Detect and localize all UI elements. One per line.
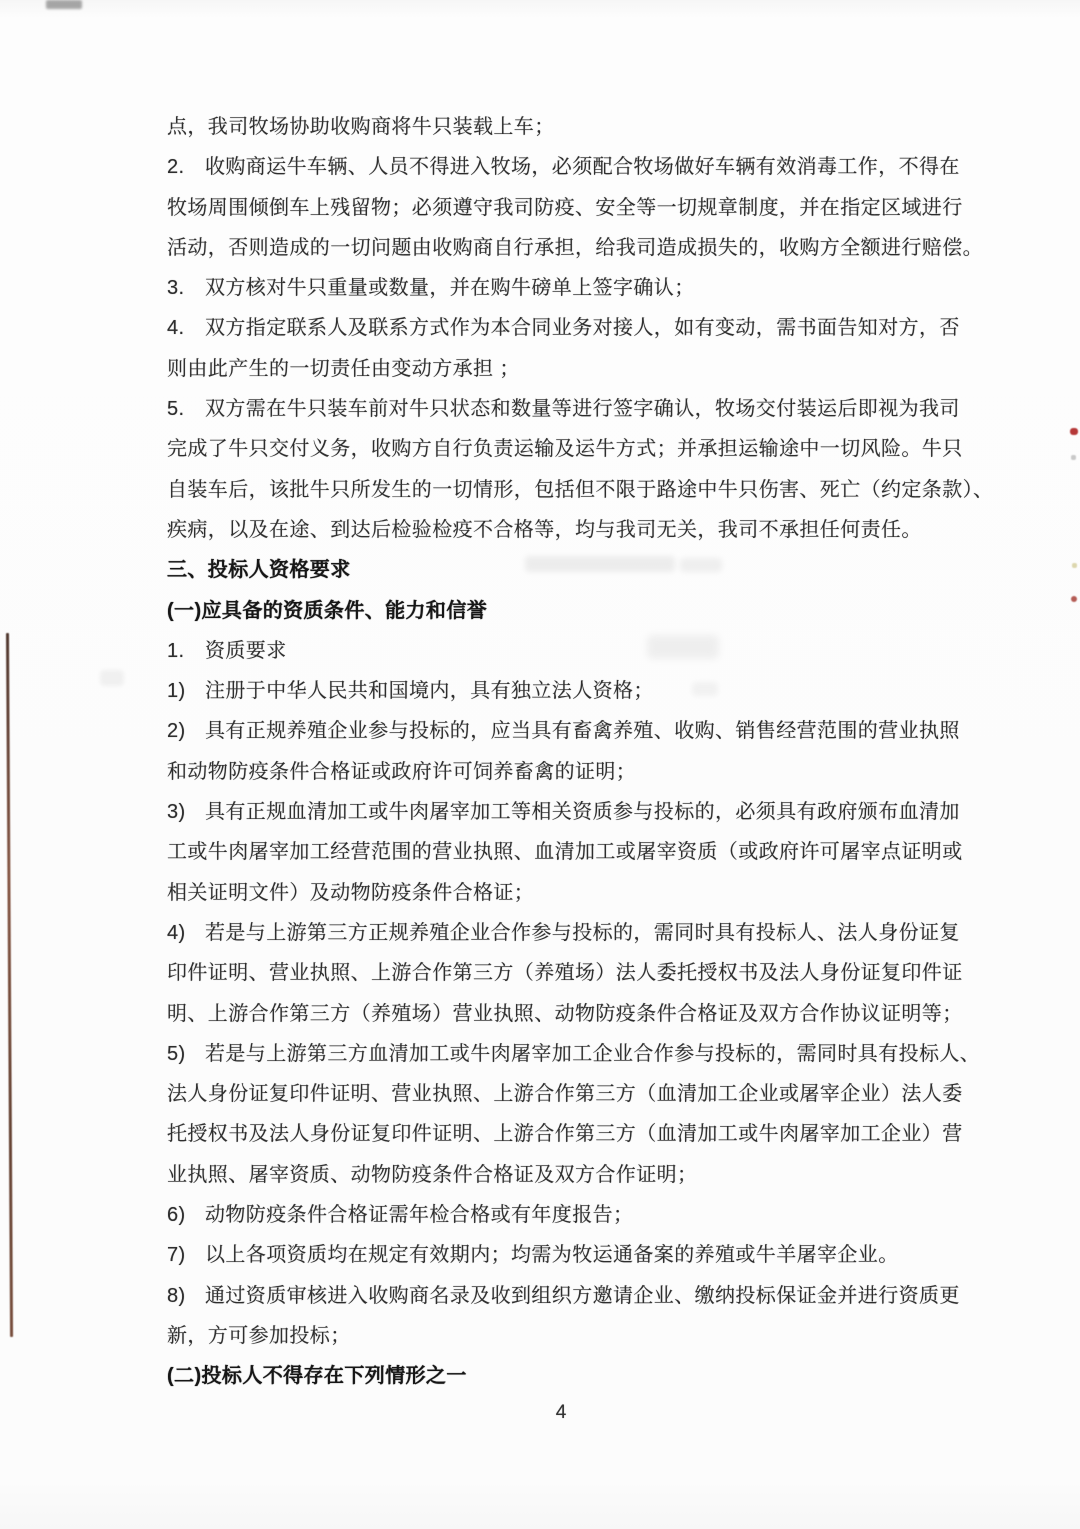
text-line <box>167 631 967 671</box>
text-line <box>167 147 967 187</box>
text-line <box>167 188 967 228</box>
text-line <box>167 268 967 308</box>
text-line <box>167 228 983 268</box>
line-text: 具有正规血清加工或牛肉屠宰加工等相关资质参与投标的，必须具有政府颁布血清加 <box>205 801 960 824</box>
red-speck-2 <box>1071 596 1077 602</box>
line-text: 若是与上游第三方正规养殖企业合作参与投标的，需同时具有投标人、法人身份证复 <box>205 921 960 944</box>
document-lines <box>167 107 994 1397</box>
line-text: 注册于中华人民共和国境内，具有独立法人资格； <box>205 680 654 703</box>
text-line <box>167 792 967 832</box>
line-text: (一)应具备的资质条件、能力和信誉 <box>167 599 488 622</box>
line-text: 双方核对牛只重量或数量，并在购牛磅单上签字确认； <box>205 277 695 300</box>
list-number: 3. <box>167 277 185 300</box>
list-number: 1) <box>167 680 186 703</box>
page-edge-line <box>6 633 13 1337</box>
text-line <box>167 873 967 913</box>
line-text: 双方指定联系人及联系方式作为本合同业务对接人，如有变动，需书面告知对方，否 <box>205 317 960 340</box>
text-line <box>167 711 967 751</box>
line-text: 若是与上游第三方血清加工或牛肉屠宰加工企业合作参与投标的，需同时具有投标人、 <box>205 1042 981 1065</box>
line-text: 疾病，以及在途、到达后检验检疫不合格等，均与我司无关，我司不承担任何责任。 <box>167 518 922 541</box>
text-line <box>167 1074 967 1114</box>
text-line <box>167 1195 967 1235</box>
line-text: 印件证明、营业执照、上游合作第三方（养殖场）法人委托授权书及法人身份证复印件证 <box>167 962 963 985</box>
gray-speck <box>1071 455 1076 460</box>
list-number: 3) <box>167 801 186 824</box>
text-line <box>167 107 967 147</box>
line-text: 托授权书及法人身份证复印件证明、上游合作第三方（血清加工或牛肉屠宰加工企业）营 <box>167 1123 963 1146</box>
line-text: 以上各项资质均在规定有效期内；均需为牧运通备案的养殖或牛羊屠宰企业。 <box>205 1244 899 1267</box>
line-text: 点，我司牧场协助收购商将牛只装载上车； <box>167 116 555 138</box>
text-line <box>167 389 967 429</box>
line-text: 牧场周围倾倒车上残留物；必须遵守我司防疫、安全等一切规章制度，并在指定区域进行 <box>167 196 963 219</box>
text-line <box>167 349 967 389</box>
text-line <box>167 1114 967 1154</box>
list-number: 2. <box>167 156 185 179</box>
line-text: 具有正规养殖企业参与投标的，应当具有畜禽养殖、收购、销售经营范围的营业执照 <box>205 720 960 743</box>
list-number: 5) <box>167 1042 186 1065</box>
text-line <box>167 1155 967 1195</box>
text-line <box>167 994 967 1034</box>
text-line <box>167 510 967 550</box>
heading-line <box>167 1356 967 1396</box>
list-number: 6) <box>167 1204 186 1227</box>
list-number: 2) <box>167 720 186 743</box>
list-number: 5. <box>167 398 185 421</box>
line-text: 工或牛肉屠宰加工经营范围的营业执照、血清加工或屠宰资质（或政府许可屠宰点证明或 <box>167 841 963 864</box>
line-text: 双方需在牛只装车前对牛只状态和数量等进行签字确认，牧场交付装运后即视为我司 <box>205 398 960 421</box>
line-text: 资质要求 <box>205 639 287 662</box>
list-number: 8) <box>167 1284 186 1307</box>
line-text: 和动物防疫条件合格证或政府许可饲养畜禽的证明； <box>167 760 637 783</box>
page-number: 4 <box>555 1402 567 1423</box>
line-text: 活动，否则造成的一切问题由收购商自行承担，给我司造成损失的，收购方全额进行赔偿。 <box>167 236 983 259</box>
list-number: 7) <box>167 1244 186 1267</box>
line-text: 通过资质审核进入收购商名录及收到组织方邀请企业、缴纳投标保证金并进行资质更 <box>205 1284 960 1307</box>
list-number: 4) <box>167 921 186 944</box>
line-text: 相关证明文件）及动物防疫条件合格证； <box>167 881 535 904</box>
line-text: 新，方可参加投标； <box>167 1324 351 1347</box>
yellow-speck <box>1072 563 1077 568</box>
line-text: 法人身份证复印件证明、营业执照、上游合作第三方（血清加工企业或屠宰企业）法人委 <box>167 1083 963 1106</box>
line-text: 收购商运牛车辆、人员不得进入牧场，必须配合牧场做好车辆有效消毒工作，不得在 <box>205 156 960 179</box>
text-line <box>167 470 994 510</box>
line-text: (二)投标人不得存在下列情形之一 <box>167 1365 467 1388</box>
text-line <box>167 913 967 953</box>
line-text: 自装车后，该批牛只所发生的一切情形，包括但不限于路途中牛只伤害、死亡（约定条款）、 <box>167 478 994 501</box>
list-number: 4. <box>167 317 185 340</box>
line-text: 明、上游合作第三方（养殖场）营业执照、动物防疫条件合格证及双方合作协议证明等； <box>167 1002 963 1025</box>
line-text: 则由此产生的一切责任由变动方承担 ； <box>167 357 520 380</box>
heading-line <box>167 591 967 631</box>
text-line <box>167 429 967 469</box>
line-text: 完成了牛只交付义务，收购方自行负责运输及运牛方式；并承担运输途中一切风险。牛只 <box>167 438 963 461</box>
list-number: 1. <box>167 639 185 662</box>
text-line <box>167 1276 967 1316</box>
line-text: 业执照、屠宰资质、动物防疫条件合格证及双方合作证明； <box>167 1163 698 1186</box>
ghost-text-5 <box>100 670 124 686</box>
heading-line <box>167 550 967 590</box>
text-line <box>167 953 967 993</box>
text-line <box>167 1034 981 1074</box>
corner-smudge <box>46 0 82 9</box>
text-line <box>167 671 967 711</box>
text-line <box>167 1316 967 1356</box>
line-text: 三、投标人资格要求 <box>167 559 351 582</box>
text-line <box>167 1235 967 1275</box>
text-line <box>167 832 967 872</box>
text-line <box>167 752 967 792</box>
line-text: 动物防疫条件合格证需年检合格或有年度报告； <box>205 1204 634 1227</box>
text-line <box>167 308 967 348</box>
red-speck-1 <box>1070 428 1078 435</box>
